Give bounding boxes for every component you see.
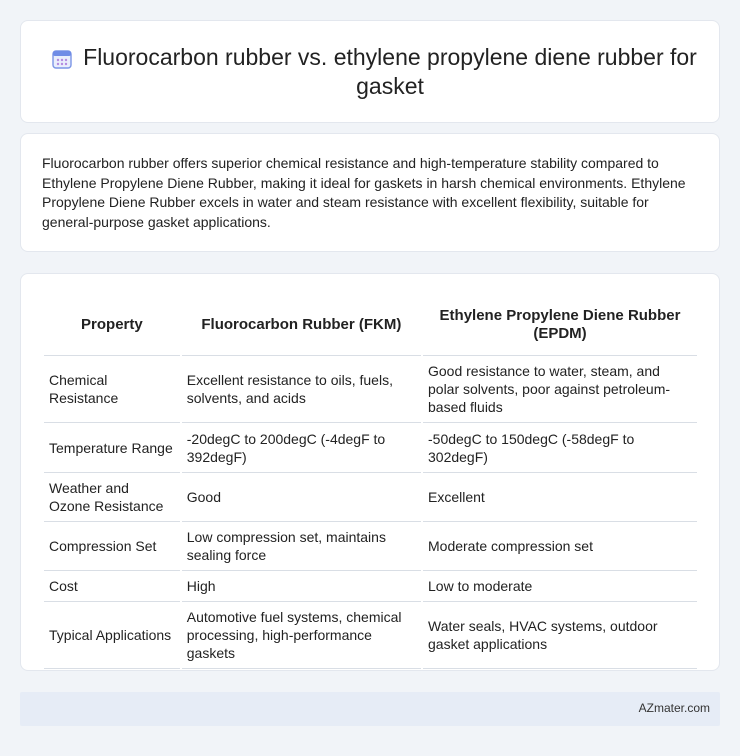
table-row xyxy=(44,571,697,602)
property-cell: Weather and Ozone Resistance xyxy=(44,473,180,522)
table-row xyxy=(44,356,697,423)
fkm-cell: High xyxy=(182,571,421,602)
header-property: Property xyxy=(44,294,180,356)
property-cell: Temperature Range xyxy=(44,423,180,473)
comparison-table xyxy=(42,294,699,669)
epdm-cell: Good resistance to water, steam, and polar solvents, poor against petroleum-based fluids xyxy=(423,356,697,423)
epdm-cell: Water seals, HVAC systems, outdoor gasket applications xyxy=(423,602,697,669)
page-title: Fluorocarbon rubber vs. ethylene propylene diene rubber for gasket xyxy=(83,44,697,99)
epdm-cell: -50degC to 150degC (-58degF to 302degF) xyxy=(423,423,697,473)
header-fkm: Fluorocarbon Rubber (FKM) xyxy=(182,294,421,356)
property-cell: Chemical Resistance xyxy=(44,356,180,423)
header-epdm: Ethylene Propylene Diene Rubber (EPDM) xyxy=(423,294,697,356)
table-header-row xyxy=(44,294,697,356)
fkm-cell: Good xyxy=(182,473,421,522)
fkm-cell: Automotive fuel systems, chemical processing, high-performance gaskets xyxy=(182,602,421,669)
summary-card xyxy=(20,133,720,252)
epdm-cell: Excellent xyxy=(423,473,697,522)
fkm-cell: -20degC to 200degC (-4degF to 392degF) xyxy=(182,423,421,473)
footer-brand: AZmater.com xyxy=(638,701,710,715)
comparison-table-card xyxy=(20,273,720,671)
property-cell: Compression Set xyxy=(44,522,180,571)
table-row xyxy=(44,522,697,571)
table-row xyxy=(44,423,697,473)
title-card xyxy=(20,20,720,123)
fkm-cell: Excellent resistance to oils, fuels, solvents, and acids xyxy=(182,356,421,423)
summary-text: Fluorocarbon rubber offers superior chemical resistance and high-temperature stability compared to Ethylene Propylene Diene Rubber, making it ideal for gaskets in harsh chemical environments. Ethylene Propylene Diene Rubber excels in water and steam resistance with excellent flexibility, suitable for general-purpose gasket applications. xyxy=(42,155,686,230)
epdm-cell: Low to moderate xyxy=(423,571,697,602)
epdm-cell: Moderate compression set xyxy=(423,522,697,571)
property-cell: Cost xyxy=(44,571,180,602)
table-row xyxy=(44,473,697,522)
property-cell: Typical Applications xyxy=(44,602,180,669)
footer-bar xyxy=(20,692,720,726)
table-row xyxy=(44,602,697,669)
fkm-cell: Low compression set, maintains sealing force xyxy=(182,522,421,571)
